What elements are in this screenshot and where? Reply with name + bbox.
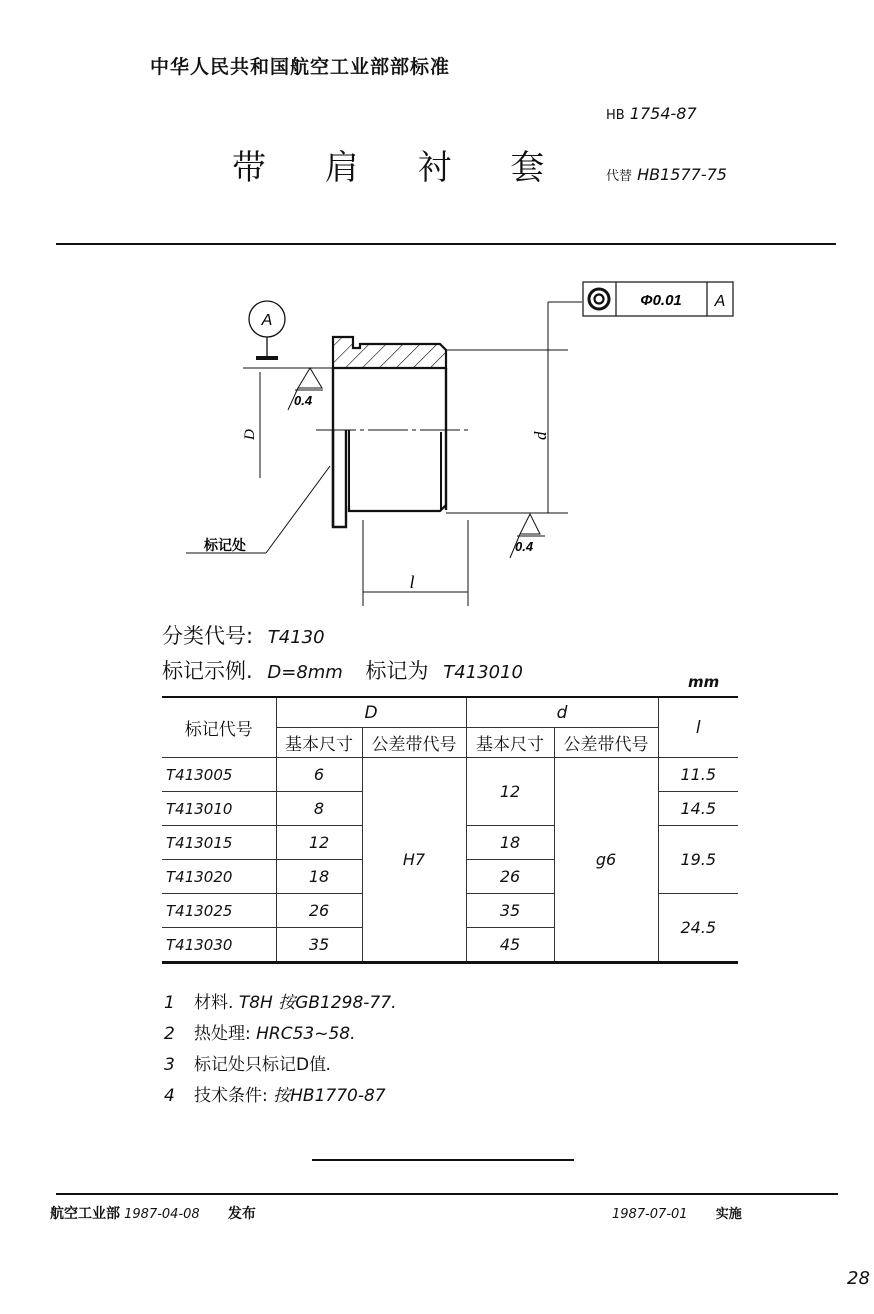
svg-text:Φ0.01: Φ0.01 bbox=[640, 292, 682, 309]
header-D-tolerance: 公差带代号 bbox=[362, 728, 466, 758]
header-d-basic-size: 基本尺寸 bbox=[466, 728, 554, 758]
marking-as-label: 标记为 bbox=[365, 659, 429, 683]
marking-example-label: 标记示例 bbox=[162, 659, 246, 683]
header-D: D bbox=[276, 697, 466, 728]
marking-example-value: T413010 bbox=[443, 662, 523, 683]
standard-number-value: 1754-87 bbox=[629, 104, 697, 123]
cell-D: 8 bbox=[276, 792, 362, 826]
svg-text:标记处: 标记处 bbox=[204, 538, 246, 554]
header-divider bbox=[56, 243, 836, 245]
svg-text:A: A bbox=[714, 293, 726, 310]
end-divider bbox=[312, 1159, 574, 1161]
cell-D-tolerance: H7 bbox=[362, 758, 466, 963]
cell-d: 26 bbox=[466, 860, 554, 894]
marking-location-leader bbox=[186, 466, 330, 554]
bushing-section bbox=[316, 337, 468, 527]
cell-d: 45 bbox=[466, 928, 554, 963]
cell-d: 12 bbox=[466, 758, 554, 826]
cell-d-tolerance: g6 bbox=[554, 758, 658, 963]
cell-code: T413010 bbox=[162, 792, 276, 826]
dimensions-table bbox=[162, 696, 738, 964]
cell-code: T413005 bbox=[162, 758, 276, 792]
standard-prefix: HB bbox=[606, 108, 625, 123]
table-row bbox=[162, 758, 738, 792]
classification-label: 分类代号 bbox=[162, 624, 246, 648]
effective-label: 实施 bbox=[715, 1207, 742, 1222]
replaces-label: 代替 bbox=[606, 169, 633, 184]
cell-d: 35 bbox=[466, 894, 554, 928]
page-number: 28 bbox=[847, 1268, 870, 1289]
classification-code: 分类代号: T4130 bbox=[162, 624, 325, 648]
classification-value: T4130 bbox=[267, 627, 325, 648]
cell-l: 11.5 bbox=[658, 758, 738, 792]
cell-D: 26 bbox=[276, 894, 362, 928]
note-item: 2 热处理: HRC53~58. bbox=[164, 1024, 356, 1044]
header-l: l bbox=[658, 697, 738, 758]
datum-a-symbol bbox=[249, 301, 285, 358]
note-item: 3 标记处只标记D值. bbox=[164, 1055, 332, 1075]
cell-code: T413030 bbox=[162, 928, 276, 963]
cell-l: 19.5 bbox=[658, 826, 738, 894]
issue-label: 发布 bbox=[227, 1206, 256, 1222]
issue-date: 1987-04-08 bbox=[124, 1207, 200, 1222]
bushing-drawing bbox=[180, 270, 750, 610]
roughness-symbol-1 bbox=[288, 368, 323, 410]
svg-text:D: D bbox=[242, 429, 258, 440]
footer-effective bbox=[612, 1203, 742, 1222]
svg-text:A: A bbox=[261, 312, 273, 329]
cell-D: 18 bbox=[276, 860, 362, 894]
cell-l: 24.5 bbox=[658, 894, 738, 963]
svg-text:l: l bbox=[409, 572, 415, 592]
cell-code: T413015 bbox=[162, 826, 276, 860]
cell-d: 18 bbox=[466, 826, 554, 860]
issuer: 航空工业部 bbox=[50, 1206, 120, 1222]
table-unit: mm bbox=[688, 673, 720, 691]
svg-text:0.4: 0.4 bbox=[294, 393, 313, 408]
header-D-basic-size: 基本尺寸 bbox=[276, 728, 362, 758]
document-title: 带 肩 衬 套 bbox=[232, 148, 569, 188]
svg-text:0.4: 0.4 bbox=[515, 539, 534, 554]
cell-D: 6 bbox=[276, 758, 362, 792]
concentricity-icon bbox=[589, 289, 609, 309]
header-d: d bbox=[466, 697, 658, 728]
standard-number bbox=[606, 104, 697, 123]
header-d-tolerance: 公差带代号 bbox=[554, 728, 658, 758]
note-item: 1 材料. T8H 按GB1298-77. bbox=[164, 993, 397, 1013]
technical-notes bbox=[164, 988, 396, 1112]
replaces-number: HB1577-75 bbox=[637, 165, 727, 184]
issuing-organization: 中华人民共和国航空工业部部标准 bbox=[150, 56, 451, 78]
cell-code: T413020 bbox=[162, 860, 276, 894]
footer-issue bbox=[50, 1203, 256, 1223]
header-code: 标记代号 bbox=[162, 697, 276, 758]
footer-divider bbox=[56, 1193, 838, 1195]
marking-example: 标记示例. D=8mm 标记为 T413010 bbox=[162, 659, 523, 683]
cell-D: 35 bbox=[276, 928, 362, 963]
cell-code: T413025 bbox=[162, 894, 276, 928]
marking-example-condition: D=8mm bbox=[267, 662, 343, 683]
tolerance-frame bbox=[583, 282, 733, 316]
note-item: 4 技术条件: 按HB1770-87 bbox=[164, 1086, 386, 1106]
cell-D: 12 bbox=[276, 826, 362, 860]
replaces-standard bbox=[606, 165, 727, 184]
effective-date: 1987-07-01 bbox=[612, 1207, 688, 1222]
roughness-symbol-2 bbox=[510, 514, 545, 558]
svg-text:d: d bbox=[531, 431, 550, 440]
cell-l: 14.5 bbox=[658, 792, 738, 826]
